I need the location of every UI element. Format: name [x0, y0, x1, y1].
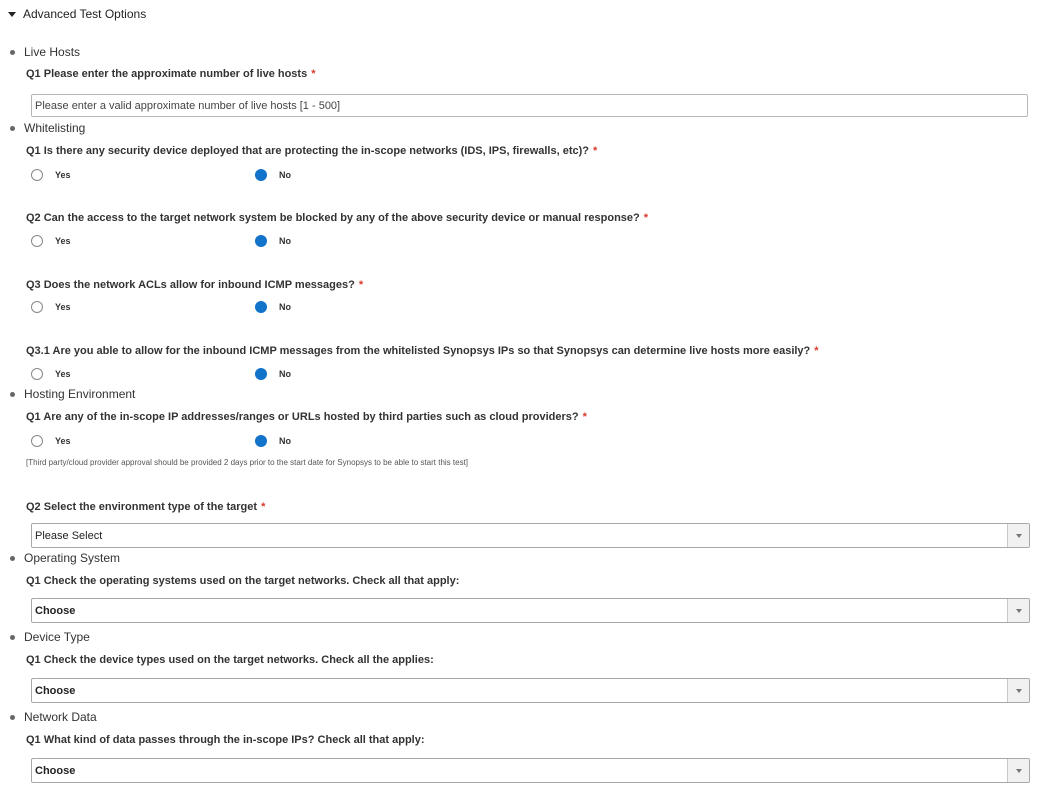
option-label-no: No	[279, 170, 291, 180]
bullet-icon	[10, 556, 15, 561]
wl-q1-yes-option[interactable]	[31, 169, 71, 181]
radio-selected-icon[interactable]	[255, 368, 267, 380]
operating-system-select[interactable]	[31, 598, 1030, 623]
section-title: Live Hosts	[24, 45, 81, 59]
radio-selected-icon[interactable]	[255, 435, 267, 447]
question-text: Q1 Check the device types used on the target networks. Check all the applies:	[26, 654, 434, 666]
host-q1-no-option[interactable]	[255, 435, 291, 447]
question-text: Q1 Are any of the in-scope IP addresses/ranges or URLs hosted by third parties such as cloud providers?	[26, 411, 579, 423]
dropdown-arrow-button[interactable]	[1007, 759, 1029, 782]
radio-unselected-icon[interactable]	[31, 301, 43, 313]
required-marker: *	[311, 68, 316, 80]
radio-selected-icon[interactable]	[255, 235, 267, 247]
wl-q3-yes-option[interactable]	[31, 301, 71, 313]
required-marker: *	[358, 279, 364, 291]
section-operating-system	[10, 551, 120, 565]
option-label-no: No	[279, 302, 291, 312]
radio-unselected-icon[interactable]	[31, 368, 43, 380]
radio-unselected-icon[interactable]	[31, 169, 43, 181]
select-value: Please Select	[35, 529, 103, 542]
wl-q2-no-option[interactable]	[255, 235, 291, 247]
chevron-down-icon	[1016, 609, 1022, 613]
wl-q3-no-option[interactable]	[255, 301, 291, 313]
chevron-down-icon	[1016, 534, 1022, 538]
question-text: Q2 Select the environment type of the target	[26, 501, 258, 513]
required-marker: *	[814, 345, 819, 357]
question-whitelisting-q1	[26, 145, 597, 157]
bullet-icon	[10, 392, 15, 397]
environment-type-select[interactable]	[31, 523, 1030, 548]
question-text: Q3.1 Are you able to allow for the inbound ICMP messages from the whitelisted Synopsys IPs so that Synopsys can determine live hosts more easily?	[26, 345, 811, 357]
question-whitelisting-q31	[26, 345, 819, 357]
section-whitelisting	[10, 121, 85, 135]
select-value: Choose	[35, 764, 76, 777]
host-q1-yes-option[interactable]	[31, 435, 71, 447]
dropdown-arrow-button[interactable]	[1007, 524, 1029, 547]
bullet-icon	[10, 126, 15, 131]
question-text: Q1 Please enter the approximate number of live hosts	[26, 68, 308, 80]
option-label-yes: Yes	[55, 236, 71, 246]
required-marker: *	[643, 212, 649, 224]
question-text: Q3 Does the network ACLs allow for inbound ICMP messages?	[26, 279, 355, 291]
question-live-hosts-q1	[26, 68, 315, 80]
radio-selected-icon[interactable]	[255, 169, 267, 181]
question-device-q1	[26, 654, 434, 666]
chevron-down-icon	[1016, 769, 1022, 773]
required-marker: *	[582, 411, 587, 423]
section-title: Whitelisting	[24, 121, 86, 135]
caret-down-icon	[8, 12, 16, 17]
chevron-down-icon	[1016, 689, 1022, 693]
option-label-yes: Yes	[55, 302, 71, 312]
required-marker: *	[593, 145, 598, 157]
wl-q1-no-option[interactable]	[255, 169, 291, 181]
question-hosting-q2	[26, 501, 265, 513]
required-marker: *	[261, 501, 266, 513]
section-title: Operating System	[24, 551, 121, 565]
live-hosts-placeholder: Please enter a valid approximate number of live hosts [1 - 500]	[35, 99, 341, 112]
bullet-icon	[10, 715, 15, 720]
bullet-icon	[10, 635, 15, 640]
question-text: Q2 Can the access to the target network system be blocked by any of the above security device or manual response?	[26, 212, 640, 224]
wl-q2-yes-option[interactable]	[31, 235, 71, 247]
dropdown-arrow-button[interactable]	[1007, 599, 1029, 622]
live-hosts-input[interactable]	[31, 94, 1028, 117]
question-whitelisting-q3	[26, 279, 363, 291]
question-text: Q1 What kind of data passes through the in-scope IPs? Check all that apply:	[26, 734, 425, 746]
wl-q31-yes-option[interactable]	[31, 368, 71, 380]
bullet-icon	[10, 50, 15, 55]
select-value: Choose	[35, 604, 76, 617]
section-live-hosts	[10, 45, 80, 59]
radio-unselected-icon[interactable]	[31, 235, 43, 247]
device-type-select[interactable]	[31, 678, 1030, 703]
network-data-select[interactable]	[31, 758, 1030, 783]
question-text: Q1 Is there any security device deployed that are protecting the in-scope networks (IDS, IPS, firewalls, etc)?	[26, 145, 589, 157]
section-title: Network Data	[24, 710, 97, 724]
dropdown-arrow-button[interactable]	[1007, 679, 1029, 702]
question-network-q1	[26, 734, 425, 746]
hosting-approval-note: [Third party/cloud provider approval should be provided 2 days prior to the start date for Synopsys to be able to start this test]	[26, 458, 469, 467]
section-title: Hosting Environment	[24, 387, 136, 401]
wl-q31-no-option[interactable]	[255, 368, 291, 380]
option-label-no: No	[279, 436, 291, 446]
radio-unselected-icon[interactable]	[31, 435, 43, 447]
option-label-yes: Yes	[55, 369, 71, 379]
advanced-options-toggle[interactable]	[8, 7, 146, 21]
option-label-yes: Yes	[55, 436, 71, 446]
question-whitelisting-q2	[26, 212, 648, 224]
section-header-title: Advanced Test Options	[23, 7, 147, 21]
option-label-no: No	[279, 369, 291, 379]
select-value: Choose	[35, 684, 76, 697]
section-title: Device Type	[24, 630, 90, 644]
section-device-type	[10, 630, 90, 644]
question-text: Q1 Check the operating systems used on the target networks. Check all that apply:	[26, 575, 460, 587]
section-hosting-environment	[10, 387, 135, 401]
option-label-yes: Yes	[55, 170, 71, 180]
option-label-no: No	[279, 236, 291, 246]
question-os-q1	[26, 575, 459, 587]
radio-selected-icon[interactable]	[255, 301, 267, 313]
question-hosting-q1	[26, 411, 587, 423]
section-network-data	[10, 710, 97, 724]
